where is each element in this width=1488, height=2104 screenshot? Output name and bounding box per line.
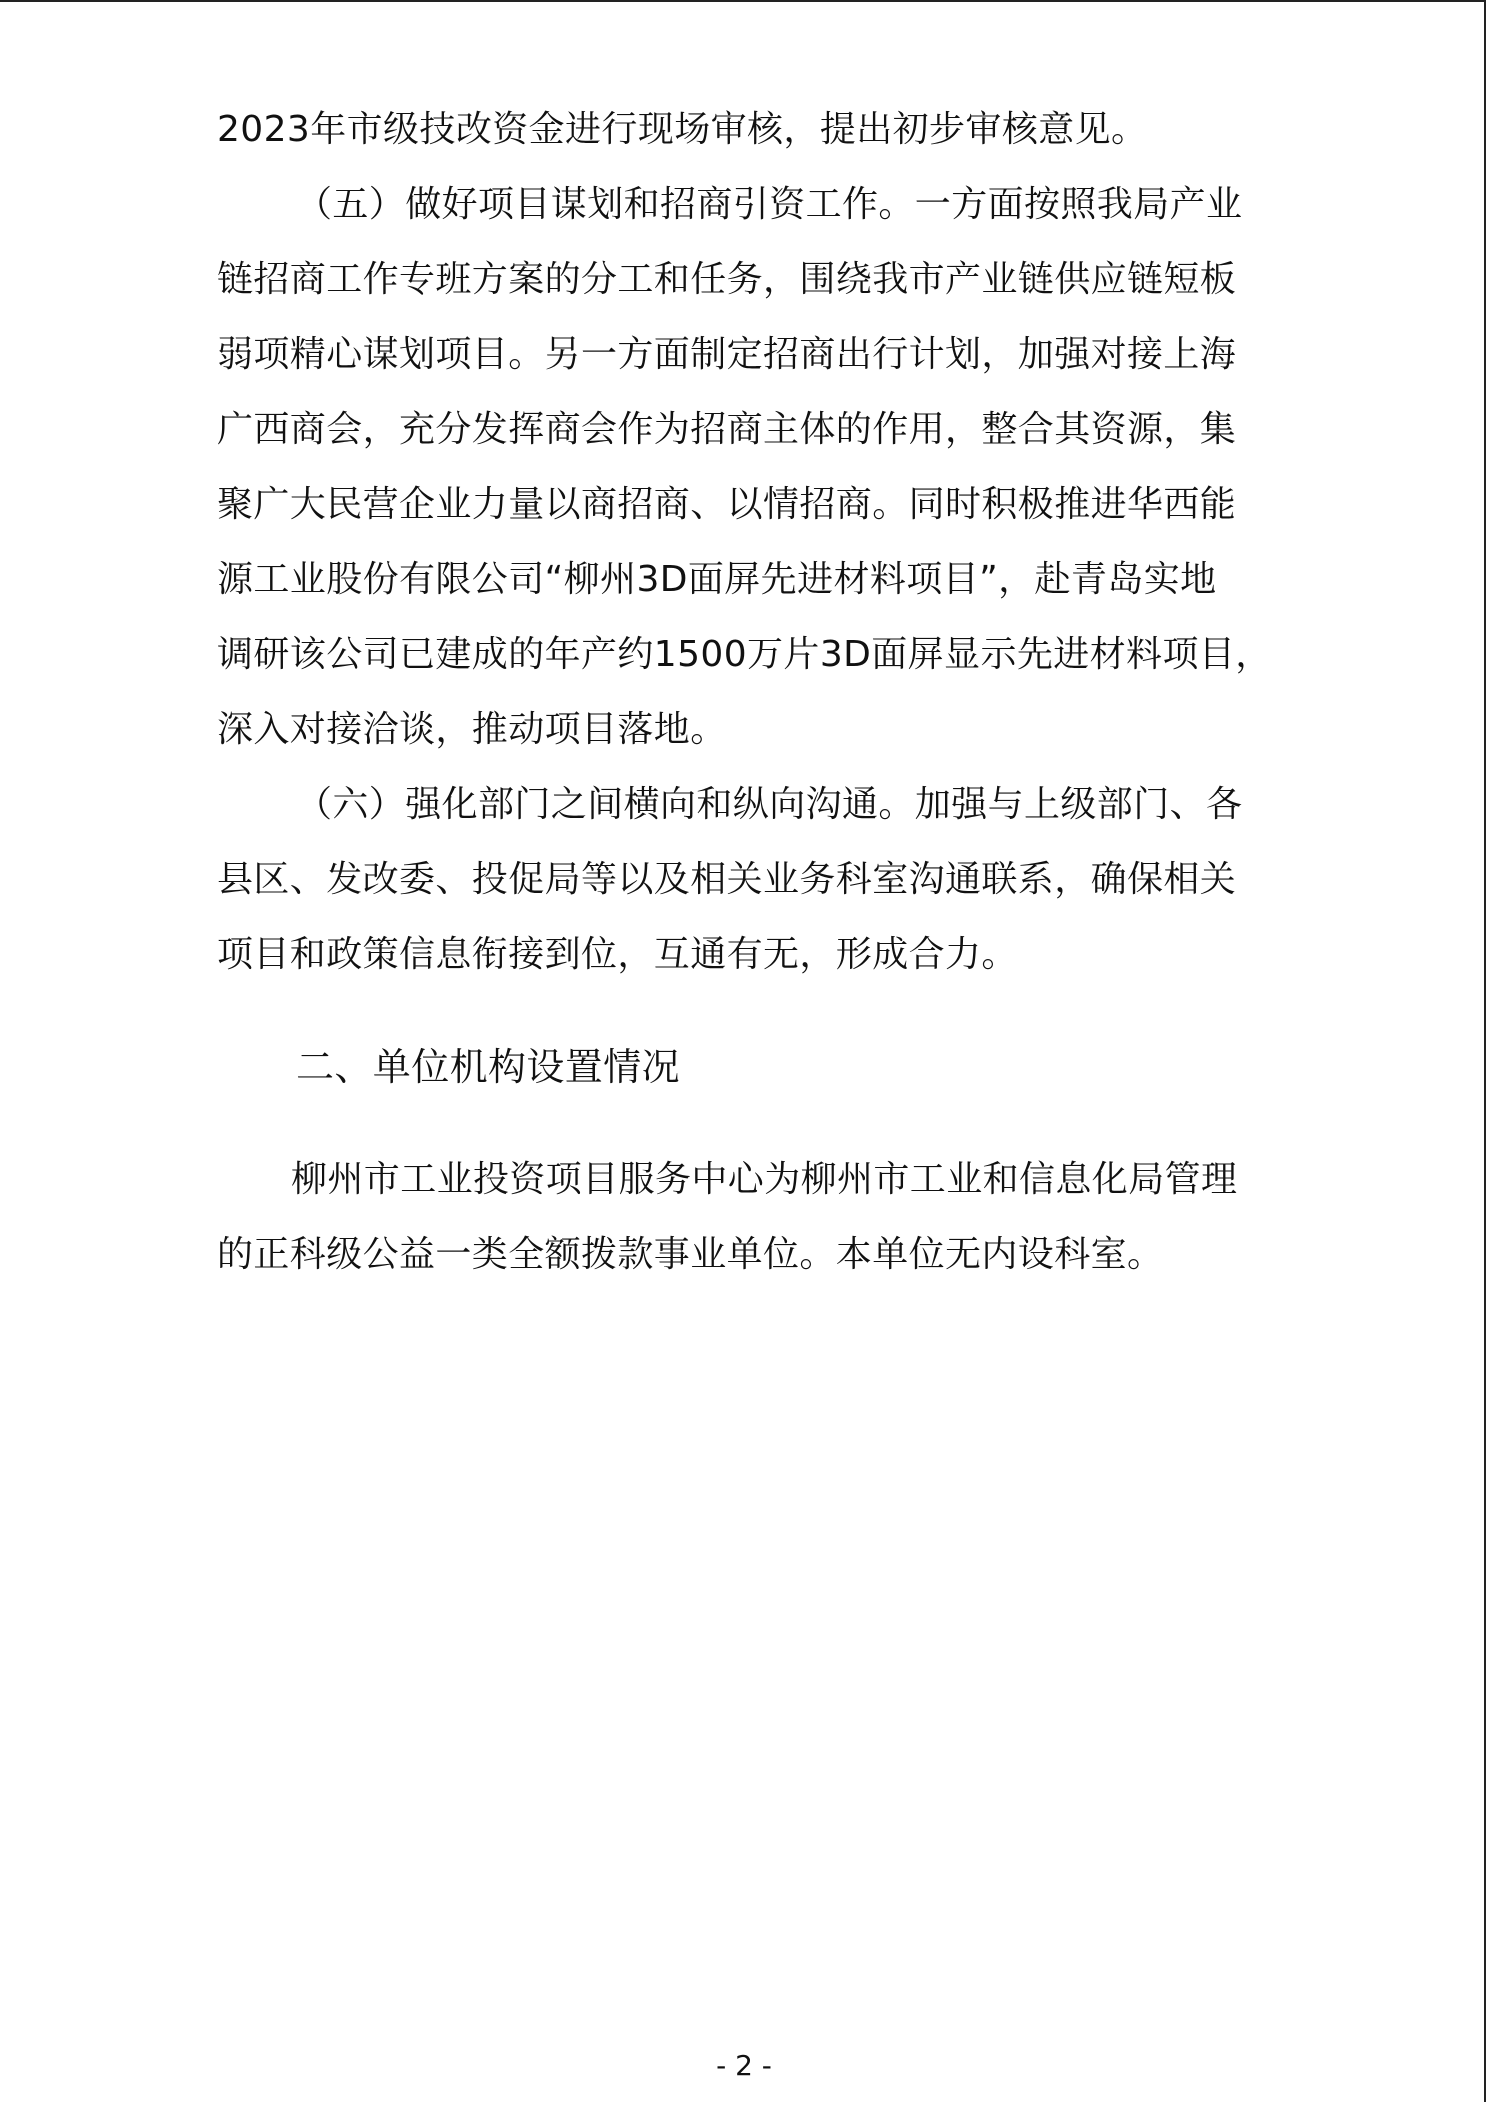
page-number: - 2 - [716, 2049, 772, 2082]
paragraph-line: （五）做好项目谋划和招商引资工作。一方面按照我局产业 [296, 184, 1243, 225]
paragraph-line: 调研该公司已建成的年产约1500万片3D面屏显示先进材料项目， [217, 634, 1272, 675]
paragraph-line: 链招商工作专班方案的分工和任务，围绕我市产业链供应链短板 [217, 259, 1237, 300]
paragraph-line: 县区、发改委、投促局等以及相关业务科室沟通联系，确保相关 [217, 859, 1237, 900]
paragraph-line: 聚广大民营企业力量以商招商、以情招商。同时积极推进华西能 [217, 484, 1237, 525]
paragraph-line: 深入对接洽谈，推动项目落地。 [217, 709, 727, 750]
section-heading: 二、单位机构设置情况 [296, 1045, 681, 1089]
paragraph-line: 2023年市级技改资金进行现场审核，提出初步审核意见。 [217, 109, 1148, 150]
paragraph-line: 广西商会，充分发挥商会作为招商主体的作用，整合其资源，集 [217, 409, 1237, 450]
paragraph-line: 柳州市工业投资项目服务中心为柳州市工业和信息化局管理 [291, 1159, 1238, 1200]
paragraph-line: 的正科级公益一类全额拨款事业单位。本单位无内设科室。 [217, 1234, 1164, 1275]
paragraph-line: 弱项精心谋划项目。另一方面制定招商出行计划，加强对接上海 [217, 334, 1237, 375]
paragraph-line: 源工业股份有限公司“柳州3D面屏先进材料项目”，赴青岛实地 [217, 559, 1217, 600]
paragraph-line: 项目和政策信息衔接到位，互通有无，形成合力。 [217, 934, 1018, 975]
paragraph-line: （六）强化部门之间横向和纵向沟通。加强与上级部门、各 [296, 784, 1243, 825]
